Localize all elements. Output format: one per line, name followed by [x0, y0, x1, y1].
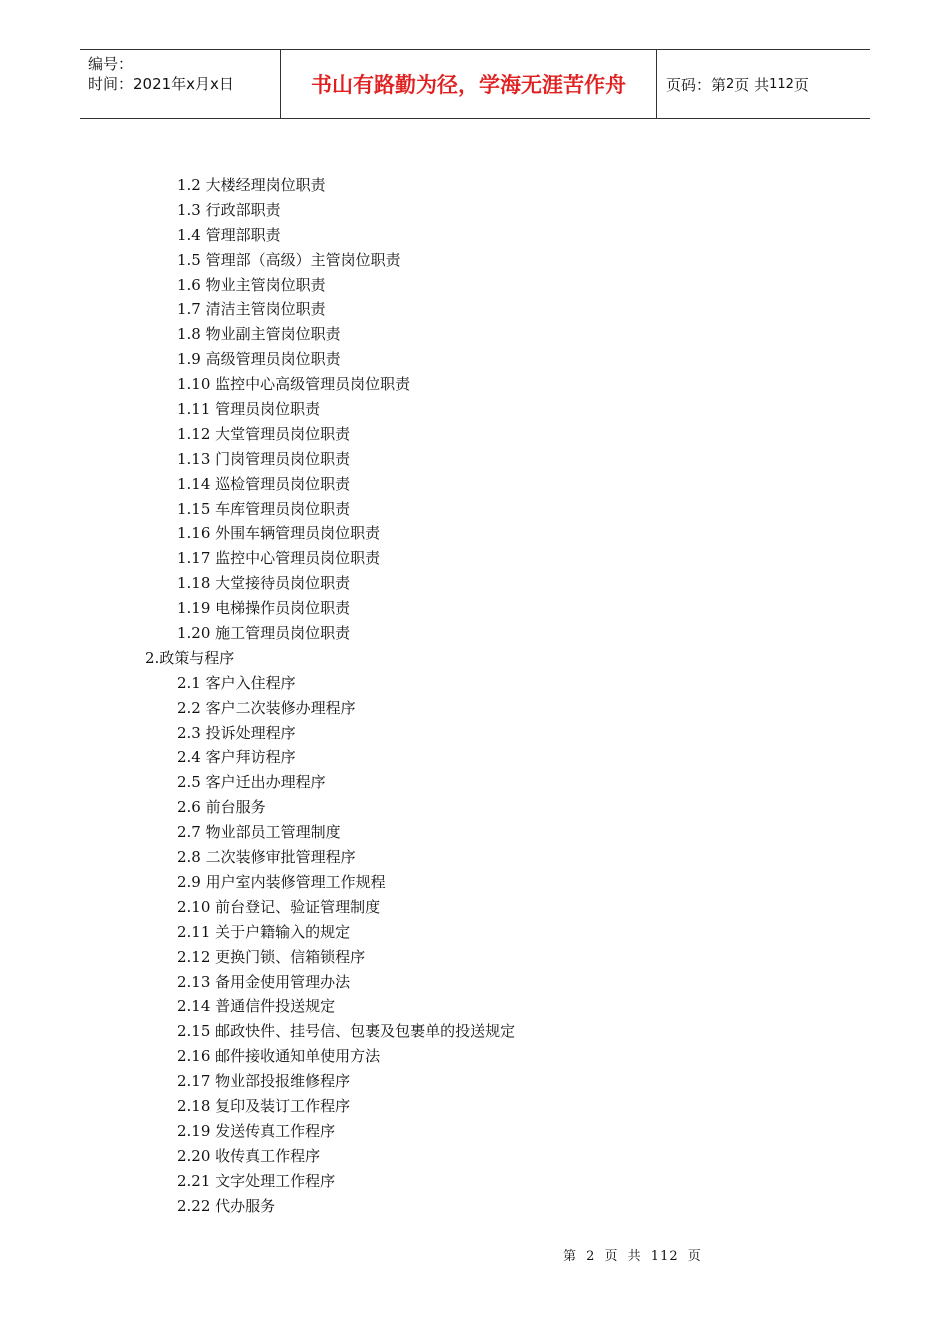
page-label-suffix: 页: [793, 75, 809, 94]
toc-item: 2.20 收传真工作程序: [177, 1146, 321, 1165]
toc-item: 2.6 前台服务: [177, 798, 266, 817]
toc-item: 1.18 大堂接待员岗位职责: [177, 574, 351, 593]
toc-item: 2.22 代办服务: [177, 1196, 276, 1215]
toc-item: 1.16 外围车辆管理员岗位职责: [177, 524, 381, 543]
toc-item: 2.1 客户入住程序: [177, 673, 296, 692]
date-label: 时间：2021年x月x日: [88, 75, 234, 93]
toc-item: 1.4 管理部职责: [177, 225, 281, 244]
toc-item: 2.9 用户室内装修管理工作规程: [177, 872, 386, 891]
toc-item: 1.13 门岗管理员岗位职责: [177, 449, 351, 468]
table-of-contents: [0, 173, 950, 1218]
toc-item: 2.5 客户迁出办理程序: [177, 773, 326, 792]
toc-item: 2.10 前台登记、验证管理制度: [177, 897, 381, 916]
toc-item: 2.16 邮件接收通知单使用方法: [177, 1047, 381, 1066]
toc-item: 1.5 管理部（高级）主管岗位职责: [177, 250, 401, 269]
page-label-mid: 页 共: [734, 75, 770, 94]
toc-item: 1.7 清洁主管岗位职责: [177, 300, 326, 319]
toc-item: 1.12 大堂管理员岗位职责: [177, 424, 351, 443]
serial-label: 编号：: [88, 55, 134, 73]
toc-item: 2.15 邮政快件、挂号信、包裹及包裹单的投送规定: [177, 1022, 516, 1041]
toc-item: 1.3 行政部职责: [177, 200, 281, 219]
header-motto: 书山有路勤为径，学海无涯苦作舟: [280, 50, 657, 118]
toc-item: 1.15 车库管理员岗位职责: [177, 499, 351, 518]
header-meta: [80, 50, 280, 118]
toc-item: 1.14 巡检管理员岗位职责: [177, 474, 351, 493]
toc-item: 1.19 电梯操作员岗位职责: [177, 599, 351, 618]
toc-item: 2.8 二次装修审批管理程序: [177, 848, 356, 867]
toc-item: 1.10 监控中心高级管理员岗位职责: [177, 375, 411, 394]
toc-item: 1.11 管理员岗位职责: [177, 400, 321, 419]
toc-item: 2.18 复印及装订工作程序: [177, 1096, 351, 1115]
toc-item: 2.21 文字处理工作程序: [177, 1171, 336, 1190]
toc-item: 2.11 关于户籍输入的规定: [177, 922, 351, 941]
toc-item: 1.8 物业副主管岗位职责: [177, 325, 341, 344]
page-header: [80, 49, 870, 119]
toc-item: 1.17 监控中心管理员岗位职责: [177, 549, 381, 568]
page-number: 2: [726, 76, 735, 92]
toc-item: 2.14 普通信件投送规定: [177, 997, 336, 1016]
toc-item: 1.2 大楼经理岗位职责: [177, 176, 326, 194]
header-page-info: [656, 50, 870, 118]
toc-item: 2.7 物业部员工管理制度: [177, 823, 341, 842]
page-label-prefix: 页码：第: [666, 75, 727, 94]
toc-item: 2.17 物业部投报维修程序: [177, 1072, 351, 1091]
toc-item: 2.3 投诉处理程序: [177, 723, 296, 742]
toc-item: 2.13 备用金使用管理办法: [177, 972, 351, 991]
toc-item: 2.12 更换门锁、信箱锁程序: [177, 947, 366, 966]
toc-item: 2.2 客户二次装修办理程序: [177, 698, 356, 717]
toc-item: 2.19 发送传真工作程序: [177, 1121, 336, 1140]
toc-section-heading: 2.政策与程序: [145, 648, 235, 667]
toc-item: 1.9 高级管理员岗位职责: [177, 350, 341, 369]
toc-item: 1.6 物业主管岗位职责: [177, 275, 326, 294]
page-total: 112: [769, 76, 794, 92]
toc-item: 1.20 施工管理员岗位职责: [177, 624, 351, 643]
page-footer: 第 2 页 共 112 页: [563, 1249, 702, 1264]
toc-item: 2.4 客户拜访程序: [177, 748, 296, 767]
